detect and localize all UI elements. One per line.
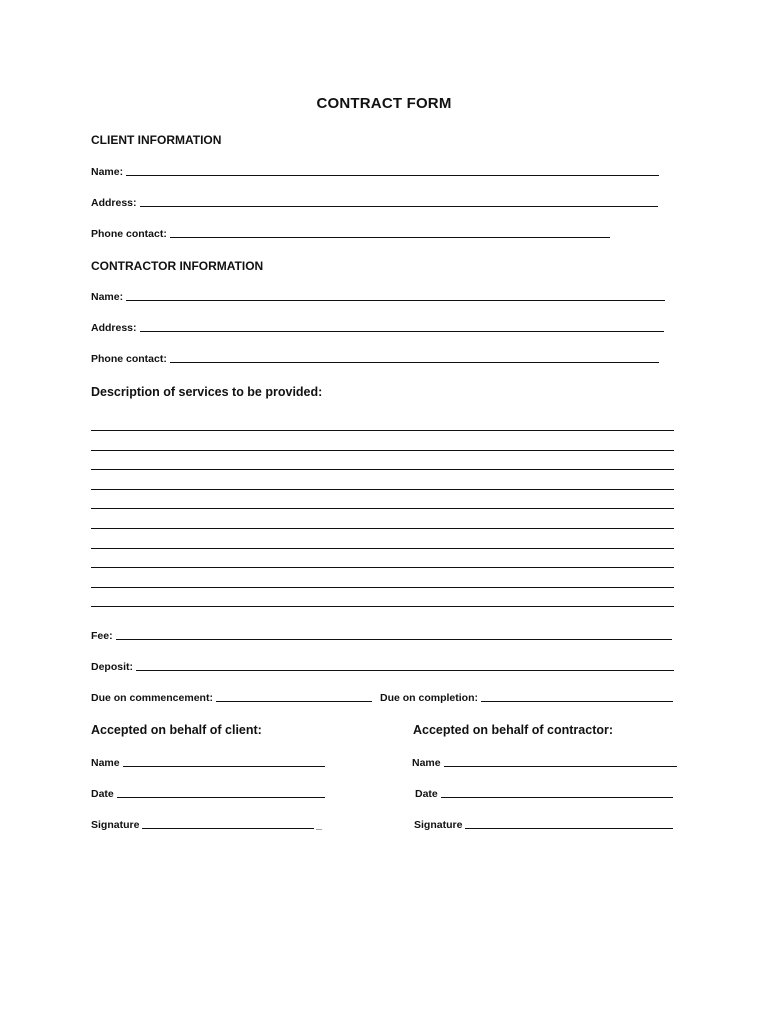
contractor-name-field[interactable] bbox=[91, 289, 665, 303]
client-acceptance-heading: Accepted on behalf of client: bbox=[91, 723, 262, 737]
due-completion-label: Due on completion: bbox=[380, 692, 478, 704]
contractor-accept-signature-line[interactable] bbox=[465, 828, 673, 829]
contractor-phone-field[interactable] bbox=[91, 351, 659, 365]
deposit-label: Deposit: bbox=[91, 661, 133, 673]
client-name-label: Name: bbox=[91, 166, 124, 178]
client-address-line[interactable] bbox=[140, 206, 658, 207]
client-accept-signature-field[interactable] bbox=[91, 817, 322, 831]
fee-field[interactable] bbox=[91, 628, 672, 642]
contractor-address-field[interactable] bbox=[91, 320, 664, 334]
deposit-field[interactable] bbox=[91, 659, 674, 673]
client-accept-date-line[interactable] bbox=[117, 797, 325, 798]
contractor-accept-name-label: Name bbox=[412, 757, 441, 769]
due-completion-field[interactable] bbox=[380, 690, 673, 704]
services-blank-line[interactable] bbox=[91, 508, 674, 509]
client-accept-name-line[interactable] bbox=[123, 766, 325, 767]
services-heading: Description of services to be provided: bbox=[91, 385, 323, 399]
contractor-phone-label: Phone contact: bbox=[91, 353, 167, 365]
contractor-accept-name-field[interactable] bbox=[412, 755, 677, 769]
contractor-name-label: Name: bbox=[91, 291, 124, 303]
client-address-field[interactable] bbox=[91, 195, 658, 209]
due-commencement-label: Due on commencement: bbox=[91, 692, 213, 704]
services-blank-line[interactable] bbox=[91, 528, 674, 529]
contractor-accept-signature-field[interactable] bbox=[414, 817, 673, 831]
client-accept-date-field[interactable] bbox=[91, 786, 325, 800]
services-blank-line[interactable] bbox=[91, 567, 674, 568]
client-accept-name-label: Name bbox=[91, 757, 120, 769]
deposit-line[interactable] bbox=[136, 670, 674, 671]
client-accept-signature-trailing: _ bbox=[316, 819, 322, 831]
services-blank-line[interactable] bbox=[91, 606, 674, 607]
contractor-address-line[interactable] bbox=[140, 331, 664, 332]
client-accept-name-field[interactable] bbox=[91, 755, 325, 769]
page-title: CONTRACT FORM bbox=[316, 95, 452, 112]
contractor-address-label: Address: bbox=[91, 322, 137, 334]
due-commencement-line[interactable] bbox=[216, 701, 372, 702]
contractor-section-heading: CONTRACTOR INFORMATION bbox=[91, 259, 264, 273]
due-commencement-field[interactable] bbox=[91, 690, 372, 704]
services-blank-line[interactable] bbox=[91, 548, 674, 549]
services-blank-line[interactable] bbox=[91, 469, 674, 470]
client-address-label: Address: bbox=[91, 197, 137, 209]
contractor-accept-name-line[interactable] bbox=[444, 766, 677, 767]
services-blank-line[interactable] bbox=[91, 450, 674, 451]
contractor-accept-date-field[interactable] bbox=[415, 786, 673, 800]
client-phone-field[interactable] bbox=[91, 226, 610, 240]
services-blank-line[interactable] bbox=[91, 430, 674, 431]
client-phone-label: Phone contact: bbox=[91, 228, 167, 240]
client-name-line[interactable] bbox=[126, 175, 659, 176]
client-accept-signature-label: Signature bbox=[91, 819, 140, 831]
contractor-accept-signature-label: Signature bbox=[414, 819, 463, 831]
contractor-name-line[interactable] bbox=[126, 300, 665, 301]
fee-line[interactable] bbox=[116, 639, 672, 640]
client-phone-line[interactable] bbox=[170, 237, 610, 238]
services-blank-line[interactable] bbox=[91, 489, 674, 490]
client-accept-date-label: Date bbox=[91, 788, 114, 800]
contractor-accept-date-label: Date bbox=[415, 788, 438, 800]
contractor-phone-line[interactable] bbox=[170, 362, 659, 363]
client-name-field[interactable] bbox=[91, 164, 659, 178]
client-section-heading: CLIENT INFORMATION bbox=[91, 133, 222, 147]
contractor-acceptance-heading: Accepted on behalf of contractor: bbox=[413, 723, 614, 737]
fee-label: Fee: bbox=[91, 630, 113, 642]
due-completion-line[interactable] bbox=[481, 701, 673, 702]
contractor-accept-date-line[interactable] bbox=[441, 797, 673, 798]
services-blank-line[interactable] bbox=[91, 587, 674, 588]
client-accept-signature-line[interactable] bbox=[142, 828, 314, 829]
